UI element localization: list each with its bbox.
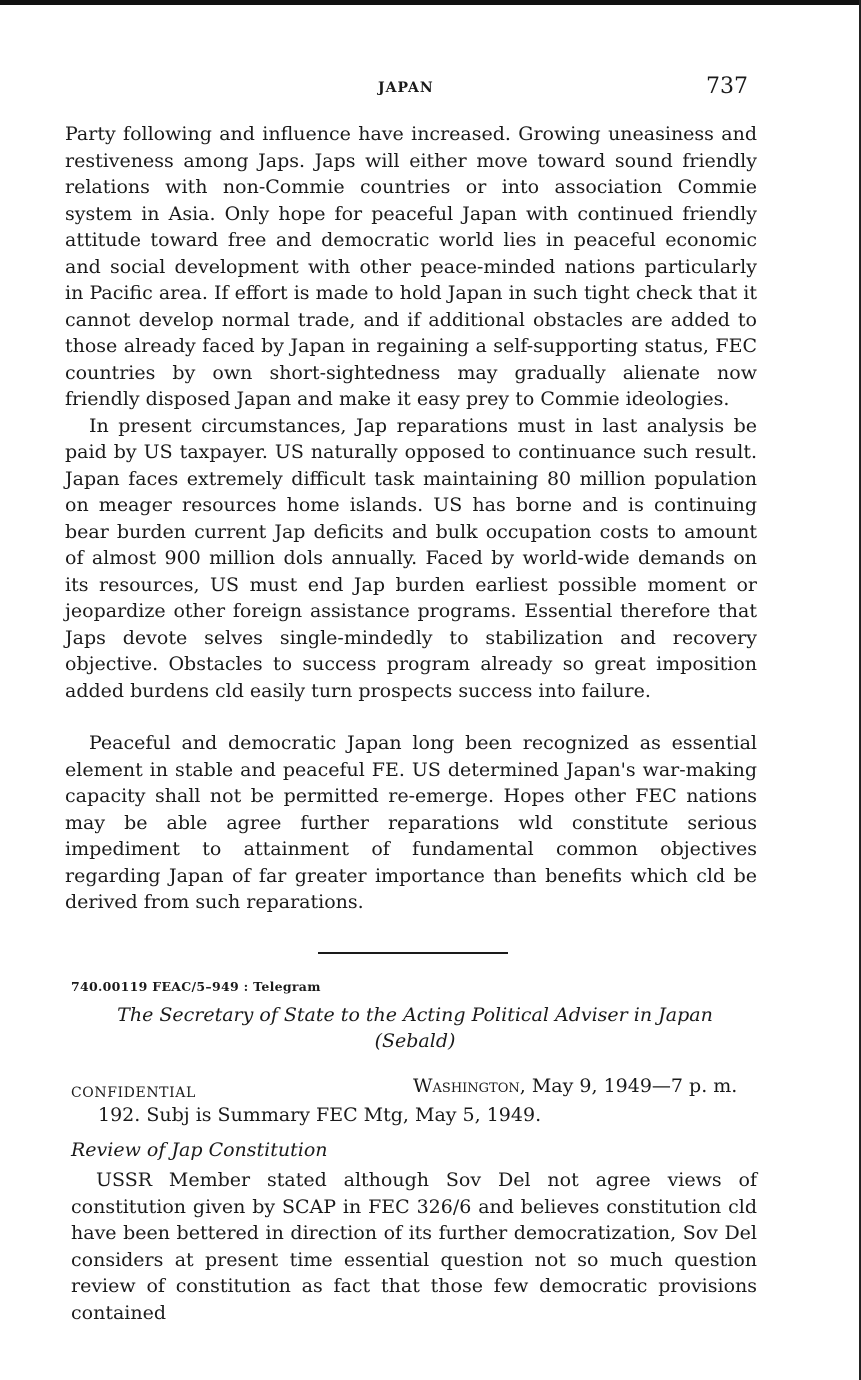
body-text-final — [65, 730, 757, 916]
classification-label: CONFIDENTIAL — [71, 1085, 196, 1101]
document-title-line-2: (Sebald) — [374, 1030, 456, 1052]
page-number: 737 — [706, 74, 748, 99]
section-heading: Review of Jap Constitution — [71, 1139, 328, 1161]
section-divider — [318, 952, 508, 954]
document-title — [71, 1002, 759, 1054]
running-head: JAPAN — [378, 80, 434, 96]
paragraph-peaceful-japan: Peaceful and democratic Japan long been recognized as essential element in stable and peaceful FE. US determined Japan's war-making capacity shall not be permitted re-emerge. Hopes other FEC nations may be able agree further reparations wld constitute serious impediment to attainment of fundamental common objectives regarding Japan of far greater importance than benefits which cld be derived from such reparations. — [65, 732, 757, 913]
subject-line: 192. Subj is Summary FEC Mtg, May 5, 1949. — [98, 1104, 542, 1126]
dateline-place: Washington — [413, 1075, 520, 1097]
body-text-top — [65, 121, 757, 704]
paragraph-ussr-member: USSR Member stated although Sov Del not agree views of constitution given by SCAP in FEC 326/6 and believes constitution cld have been bettered in direction of its further democratization, Sov Del considers at present time essential question not so much question review of constitution as fact that those few democratic provisions contained — [71, 1169, 757, 1324]
paragraph-reparations: In present circumstances, Jap reparations must in last analysis be paid by US taxpayer. US naturally opposed to continuance such result. Japan faces extremely difficult task maintaining 80 million population on meager resources home islands. US has borne and is continuing bear burden current Jap deficits and bulk occupation costs to amount of almost 900 million dols annually. Faced by world-wide demands on its resources, US must end Jap burden earliest possible moment or jeopardize other foreign assistance programs. Essential therefore that Japs devote selves single-mindedly to stabilization and recovery objective. Obstacles to success program already so great imposition added burdens cld easily turn prospects success into failure. — [65, 414, 757, 702]
body-text-constitution — [71, 1167, 757, 1326]
document-title-line-1: The Secretary of State to the Acting Political Adviser in Japan — [117, 1004, 713, 1026]
dateline — [413, 1075, 737, 1097]
top-border-rule — [0, 0, 861, 5]
paragraph-continuation: Party following and influence have increased. Growing uneasiness and restiveness among Japs. Japs will either move toward sound friendly relations with non-Commie countries or into association Commie system in Asia. Only hope for peaceful Japan with continued friendly attitude toward free and democratic world lies in peaceful economic and social development with other peace-minded nations particularly in Pacific area. If effort is made to hold Japan in such tight check that it cannot develop normal trade, and if additional obstacles are added to those already faced by Japan in regaining a self-supporting status, FEC countries by own short-sightedness may gradually alienate now friendly disposed Japan and make it easy prey to Commie ideologies. — [65, 123, 757, 410]
dateline-date: , May 9, 1949—7 p. m. — [519, 1075, 738, 1097]
file-reference: 740.00119 FEAC/5–949 : Telegram — [71, 979, 321, 994]
